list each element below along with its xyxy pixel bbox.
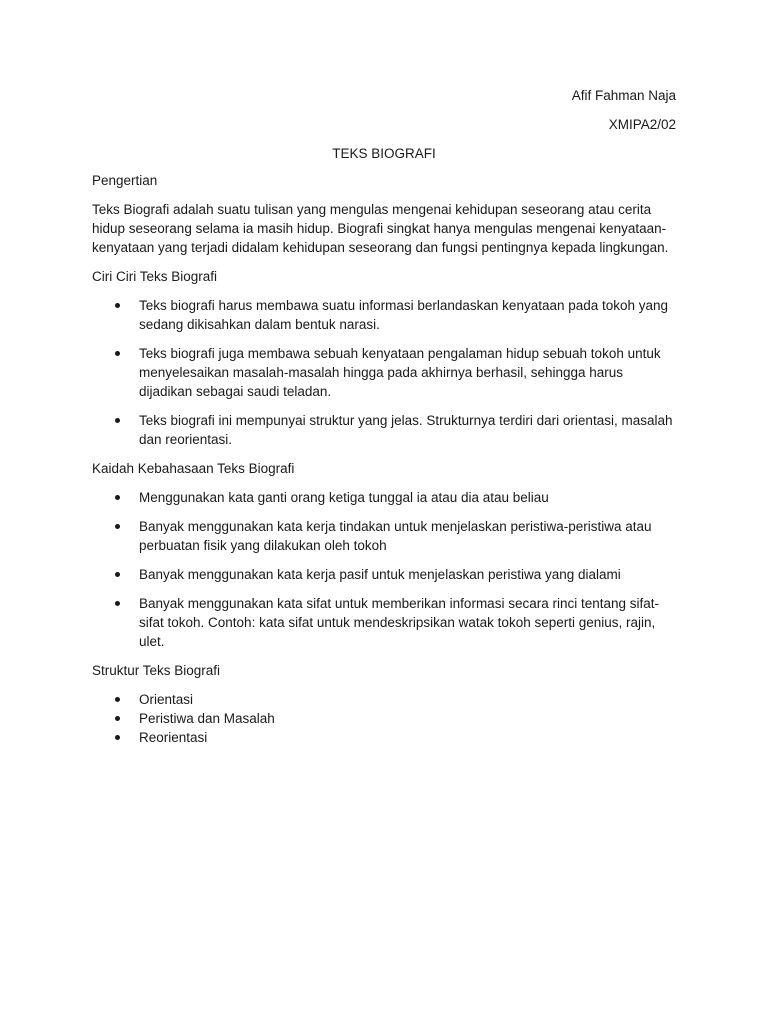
list-item [92,517,678,555]
list-item [92,594,678,651]
bullet-icon [115,524,120,529]
page-title [0,144,768,163]
list-item [92,296,678,334]
document-body [92,171,678,757]
bullet-icon [115,716,120,721]
list-kaidah [92,488,678,651]
bullet-icon [115,697,120,702]
bullet-icon [115,303,120,308]
list-item [92,411,678,449]
page-title-text: TEKS BIOGRAFI [332,146,436,161]
bullet-icon [115,418,120,423]
bullet-icon [115,495,120,500]
bullet-icon [115,735,120,740]
list-item [92,709,678,728]
list-item-text: Menggunakan kata ganti orang ketiga tunggal ia atau dia atau beliau [139,490,549,505]
section-heading-pengertian: Pengertian [92,173,158,188]
bullet-icon [115,601,120,606]
class-label: XMIPA2/02 [608,117,676,132]
section-heading-struktur: Struktur Teks Biografi [92,663,221,678]
bullet-icon [115,351,120,356]
list-item-text: Teks biografi juga membawa sebuah kenyataan pengalaman hidup sebuah tokoh untuk menyelesaikan masalah-masalah hingga pada akhirnya berhasil, sehingga harus dijadikan sebagai saudi teladan. [139,346,661,399]
list-item-text: Orientasi [139,692,194,707]
bullet-icon [115,572,120,577]
list-item-text: Teks biografi harus membawa suatu informasi berlandaskan kenyataan pada tokoh yang sedang dikisahkan dalam bentuk narasi. [139,298,669,332]
list-item [92,690,678,709]
list-item-text: Peristiwa dan Masalah [139,711,275,726]
list-struktur [92,690,678,747]
list-item [92,344,678,401]
list-item-text: Banyak menggunakan kata sifat untuk memberikan informasi secara rinci tentang sifat-sifat tokoh. Contoh: kata sifat untuk mendeskripsikan watak tokoh seperti genius, rajin, ulet. [139,596,660,649]
list-ciri [92,296,678,449]
author-name: Afif Fahman Naja [571,88,676,103]
paragraph-pengertian: Teks Biografi adalah suatu tulisan yang mengulas mengenai kehidupan seseorang atau cerita hidup seseorang selama ia masih hidup. Biografi singkat hanya mengulas mengenai kenyataan-kenyataan yang terjadi didalam kehidupan seseorang dan fungsi pentingnya kepada lingkungan. [92,202,669,255]
list-item [92,488,678,507]
list-item-text: Banyak menggunakan kata kerja pasif untuk menjelaskan peristiwa yang dialami [139,567,621,582]
section-heading-ciri: Ciri Ciri Teks Biografi [92,269,218,284]
list-item-text: Banyak menggunakan kata kerja tindakan untuk menjelaskan peristiwa-peristiwa atau perbuatan fisik yang dilakukan oleh tokoh [139,519,652,553]
list-item-text: Teks biografi ini mempunyai struktur yang jelas. Strukturnya terdiri dari orientasi, masalah dan reorientasi. [139,413,673,447]
list-item [92,728,678,747]
section-heading-kaidah: Kaidah Kebahasaan Teks Biografi [92,461,295,476]
list-item-text: Reorientasi [139,730,208,745]
list-item [92,565,678,584]
